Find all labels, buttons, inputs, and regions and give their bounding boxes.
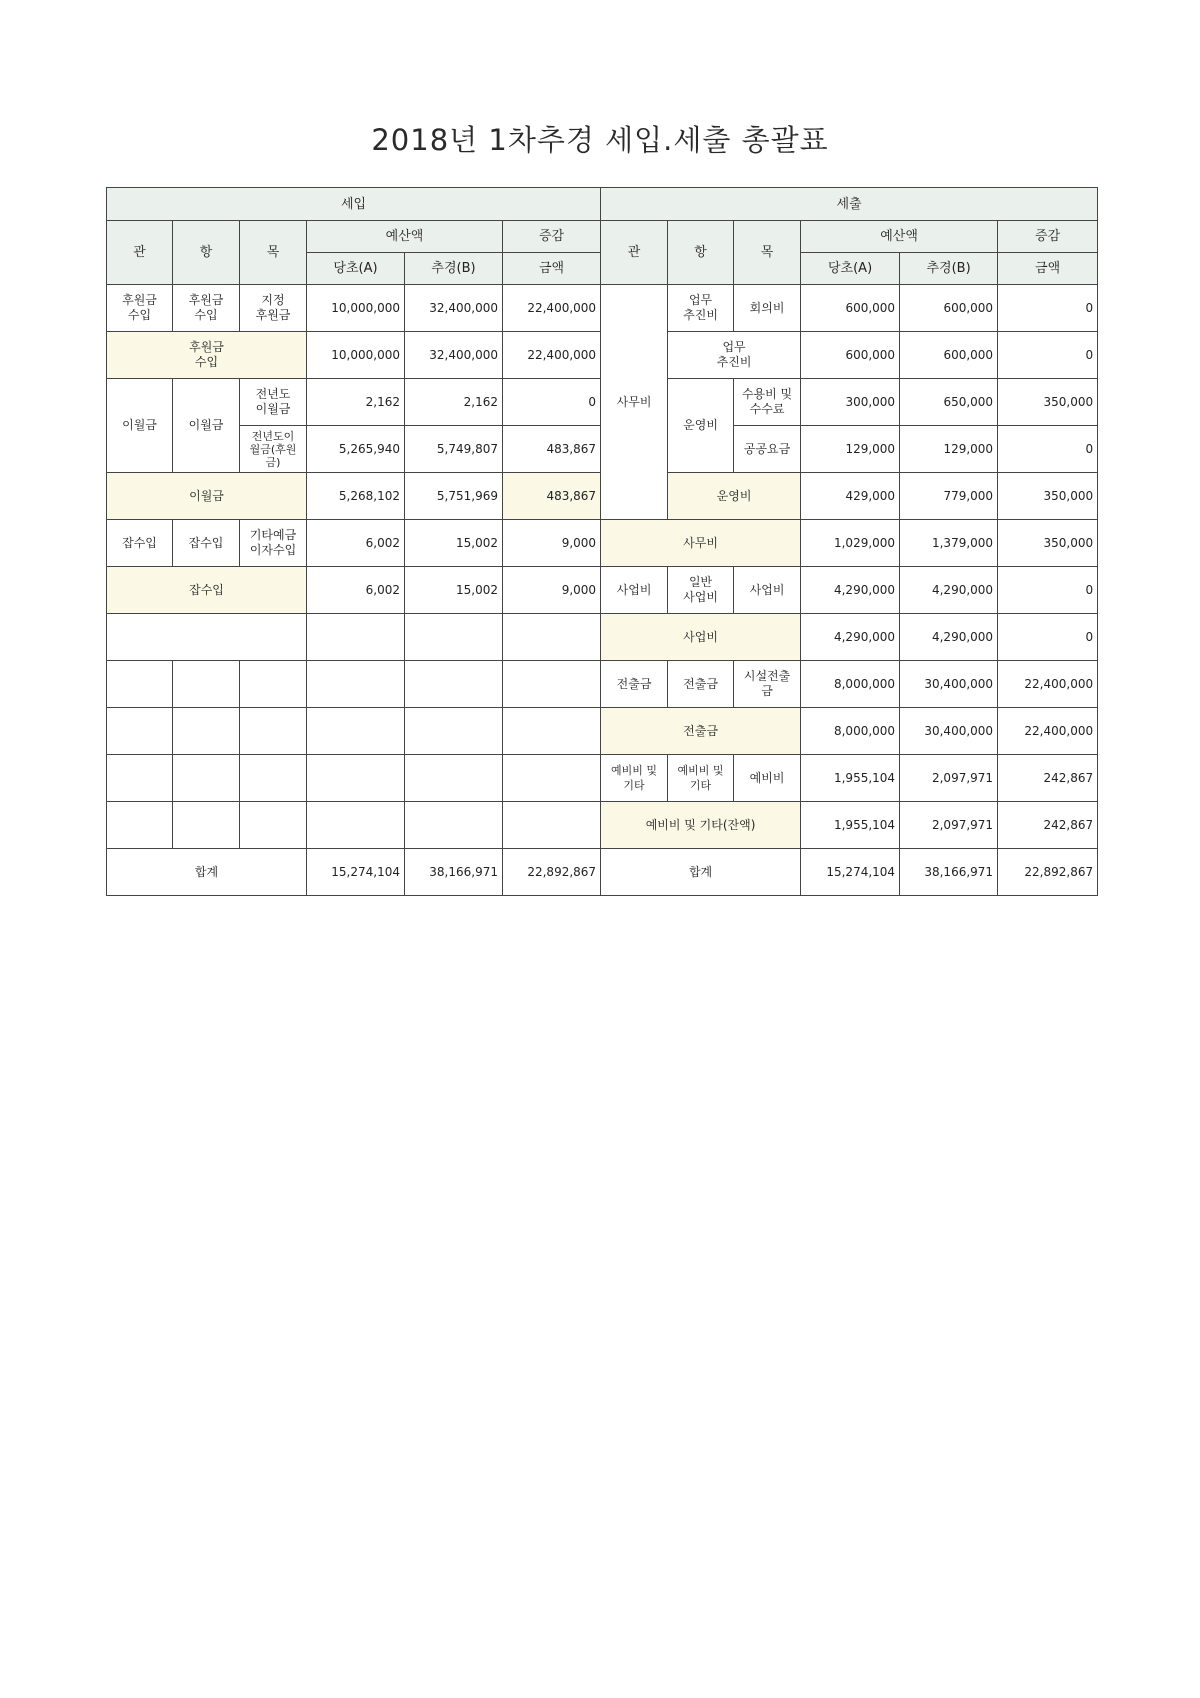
- rev-original-cell: 6,002: [307, 567, 405, 614]
- rev-gwan-cell: 잡수입: [107, 520, 173, 567]
- rev-revised-cell: 15,002: [405, 520, 503, 567]
- exp-change-cell: 242,867: [998, 802, 1098, 849]
- rev-mok-cell: 기타예금 이자수입: [240, 520, 307, 567]
- empty-cell: [107, 661, 173, 708]
- rev-revised-cell: 5,749,807: [405, 426, 503, 473]
- rev-change-cell: 9,000: [503, 567, 601, 614]
- empty-cell: [107, 708, 173, 755]
- exp-revised-cell: 650,000: [900, 379, 998, 426]
- empty-cell: [307, 708, 405, 755]
- exp-original-cell: 1,955,104: [801, 755, 900, 802]
- table-row: [107, 614, 1098, 661]
- rev-original-header: 당초(A): [307, 253, 405, 285]
- rev-revised-cell: 2,162: [405, 379, 503, 426]
- empty-cell: [307, 614, 405, 661]
- exp-revised-cell: 2,097,971: [900, 802, 998, 849]
- rev-revised-cell: 32,400,000: [405, 285, 503, 332]
- exp-subtotal-label: 사업비: [601, 614, 801, 661]
- exp-original-cell: 4,290,000: [801, 614, 900, 661]
- rev-total-revised: 38,166,971: [405, 849, 503, 896]
- exp-total-label: 합계: [601, 849, 801, 896]
- empty-cell: [107, 755, 173, 802]
- rev-change-cell: 0: [503, 379, 601, 426]
- rev-change-cell: 22,400,000: [503, 332, 601, 379]
- empty-cell: [503, 661, 601, 708]
- exp-gwan-cell: 사업비: [601, 567, 668, 614]
- exp-revised-cell: 129,000: [900, 426, 998, 473]
- exp-revised-cell: 4,290,000: [900, 567, 998, 614]
- exp-revised-header: 추경(B): [900, 253, 998, 285]
- table-row: [107, 755, 1098, 802]
- exp-revised-cell: 600,000: [900, 332, 998, 379]
- exp-gwan-cell: 전출금: [601, 661, 668, 708]
- exp-hang-cell: 운영비: [668, 379, 734, 473]
- rev-change-header: 증감: [503, 221, 601, 253]
- exp-change-cell: 0: [998, 332, 1098, 379]
- rev-mok-cell: 전년도 이월금: [240, 379, 307, 426]
- rev-change-cell: 483,867: [503, 473, 601, 520]
- rev-hang-header: 항: [173, 221, 240, 285]
- exp-budget-header: 예산액: [801, 221, 998, 253]
- exp-gwan-cell: 예비비 및 기타: [601, 755, 668, 802]
- empty-cell: [307, 661, 405, 708]
- header-row-columns: [107, 221, 1098, 253]
- empty-cell: [307, 755, 405, 802]
- rev-hang-cell: 잡수입: [173, 520, 240, 567]
- exp-original-cell: 4,290,000: [801, 567, 900, 614]
- rev-original-cell: 5,268,102: [307, 473, 405, 520]
- empty-cell: [240, 661, 307, 708]
- table-row: [107, 520, 1098, 567]
- rev-original-cell: 6,002: [307, 520, 405, 567]
- exp-change-cell: 22,400,000: [998, 708, 1098, 755]
- exp-original-header: 당초(A): [801, 253, 900, 285]
- exp-gwan-header: 관: [601, 221, 668, 285]
- empty-cell: [503, 614, 601, 661]
- exp-subtotal-label: 전출금: [601, 708, 801, 755]
- exp-mok-cell: 수용비 및 수수료: [734, 379, 801, 426]
- revenue-section-header: 세입: [107, 188, 601, 221]
- rev-mok-header: 목: [240, 221, 307, 285]
- rev-change-cell: 9,000: [503, 520, 601, 567]
- empty-cell: [107, 614, 307, 661]
- exp-mok-header: 목: [734, 221, 801, 285]
- empty-cell: [240, 802, 307, 849]
- rev-revised-header: 추경(B): [405, 253, 503, 285]
- total-row: [107, 849, 1098, 896]
- exp-total-revised: 38,166,971: [900, 849, 998, 896]
- empty-cell: [503, 708, 601, 755]
- rev-gwan-cell: 이월금: [107, 379, 173, 473]
- exp-change-cell: 22,400,000: [998, 661, 1098, 708]
- exp-gwan-office-cell: 사무비: [601, 285, 668, 520]
- exp-change-cell: 0: [998, 285, 1098, 332]
- rev-mok-cell: 지정 후원금: [240, 285, 307, 332]
- exp-total-original: 15,274,104: [801, 849, 900, 896]
- exp-original-cell: 8,000,000: [801, 708, 900, 755]
- rev-gwan-cell: 후원금 수입: [107, 285, 173, 332]
- exp-original-cell: 600,000: [801, 285, 900, 332]
- exp-subtotal-label: 사무비: [601, 520, 801, 567]
- empty-cell: [307, 802, 405, 849]
- rev-budget-header: 예산액: [307, 221, 503, 253]
- exp-mok-cell: 사업비: [734, 567, 801, 614]
- rev-subtotal-label: 잡수입: [107, 567, 307, 614]
- rev-gwan-header: 관: [107, 221, 173, 285]
- exp-revised-cell: 4,290,000: [900, 614, 998, 661]
- rev-total-label: 합계: [107, 849, 307, 896]
- exp-change-cell: 350,000: [998, 520, 1098, 567]
- exp-change-cell: 350,000: [998, 473, 1098, 520]
- rev-total-original: 15,274,104: [307, 849, 405, 896]
- rev-original-cell: 10,000,000: [307, 332, 405, 379]
- rev-subtotal-label: 후원금 수입: [107, 332, 307, 379]
- rev-revised-cell: 32,400,000: [405, 332, 503, 379]
- empty-cell: [107, 802, 173, 849]
- empty-cell: [405, 708, 503, 755]
- rev-revised-cell: 5,751,969: [405, 473, 503, 520]
- exp-mok-cell: 공공요금: [734, 426, 801, 473]
- exp-original-cell: 300,000: [801, 379, 900, 426]
- table-row: [107, 661, 1098, 708]
- empty-cell: [240, 755, 307, 802]
- expense-section-header: 세출: [601, 188, 1098, 221]
- rev-original-cell: 2,162: [307, 379, 405, 426]
- rev-change-cell: 483,867: [503, 426, 601, 473]
- empty-cell: [503, 755, 601, 802]
- exp-original-cell: 8,000,000: [801, 661, 900, 708]
- exp-subtotal-label: 예비비 및 기타(잔액): [601, 802, 801, 849]
- exp-change-cell: 350,000: [998, 379, 1098, 426]
- exp-hang-cell: 전출금: [668, 661, 734, 708]
- rev-total-change: 22,892,867: [503, 849, 601, 896]
- empty-cell: [173, 802, 240, 849]
- table-row: [107, 708, 1098, 755]
- exp-original-cell: 1,029,000: [801, 520, 900, 567]
- exp-change-cell: 242,867: [998, 755, 1098, 802]
- exp-revised-cell: 779,000: [900, 473, 998, 520]
- empty-cell: [240, 708, 307, 755]
- rev-amount-header: 금액: [503, 253, 601, 285]
- exp-original-cell: 1,955,104: [801, 802, 900, 849]
- table-row: [107, 802, 1098, 849]
- exp-change-cell: 0: [998, 426, 1098, 473]
- empty-cell: [503, 802, 601, 849]
- rev-subtotal-label: 이월금: [107, 473, 307, 520]
- exp-amount-header: 금액: [998, 253, 1098, 285]
- exp-mok-cell: 회의비: [734, 285, 801, 332]
- exp-original-cell: 129,000: [801, 426, 900, 473]
- exp-revised-cell: 2,097,971: [900, 755, 998, 802]
- table-row: [107, 285, 1098, 332]
- exp-hang-cell: 예비비 및 기타: [668, 755, 734, 802]
- exp-change-cell: 0: [998, 614, 1098, 661]
- header-row-sections: [107, 188, 1098, 221]
- rev-original-cell: 5,265,940: [307, 426, 405, 473]
- exp-original-cell: 600,000: [801, 332, 900, 379]
- empty-cell: [173, 755, 240, 802]
- empty-cell: [173, 661, 240, 708]
- exp-subtotal-label: 운영비: [668, 473, 801, 520]
- empty-cell: [405, 755, 503, 802]
- empty-cell: [405, 661, 503, 708]
- exp-hang-cell: 업무 추진비: [668, 285, 734, 332]
- exp-mok-cell: 예비비: [734, 755, 801, 802]
- exp-hang-cell: 일반 사업비: [668, 567, 734, 614]
- exp-subtotal-label: 업무 추진비: [668, 332, 801, 379]
- exp-revised-cell: 1,379,000: [900, 520, 998, 567]
- exp-original-cell: 429,000: [801, 473, 900, 520]
- budget-summary-table: [106, 187, 1098, 896]
- page-title: 2018년 1차추경 세입.세출 총괄표: [371, 123, 829, 157]
- exp-revised-cell: 30,400,000: [900, 661, 998, 708]
- rev-revised-cell: 15,002: [405, 567, 503, 614]
- rev-mok-cell: 전년도이 월금(후원 금): [240, 426, 307, 473]
- exp-revised-cell: 600,000: [900, 285, 998, 332]
- rev-change-cell: 22,400,000: [503, 285, 601, 332]
- rev-original-cell: 10,000,000: [307, 285, 405, 332]
- empty-cell: [173, 708, 240, 755]
- exp-revised-cell: 30,400,000: [900, 708, 998, 755]
- exp-change-header: 증감: [998, 221, 1098, 253]
- table-row: [107, 567, 1098, 614]
- empty-cell: [405, 802, 503, 849]
- exp-total-change: 22,892,867: [998, 849, 1098, 896]
- rev-hang-cell: 이월금: [173, 379, 240, 473]
- rev-hang-cell: 후원금 수입: [173, 285, 240, 332]
- exp-change-cell: 0: [998, 567, 1098, 614]
- exp-hang-header: 항: [668, 221, 734, 285]
- exp-mok-cell: 시설전출 금: [734, 661, 801, 708]
- empty-cell: [405, 614, 503, 661]
